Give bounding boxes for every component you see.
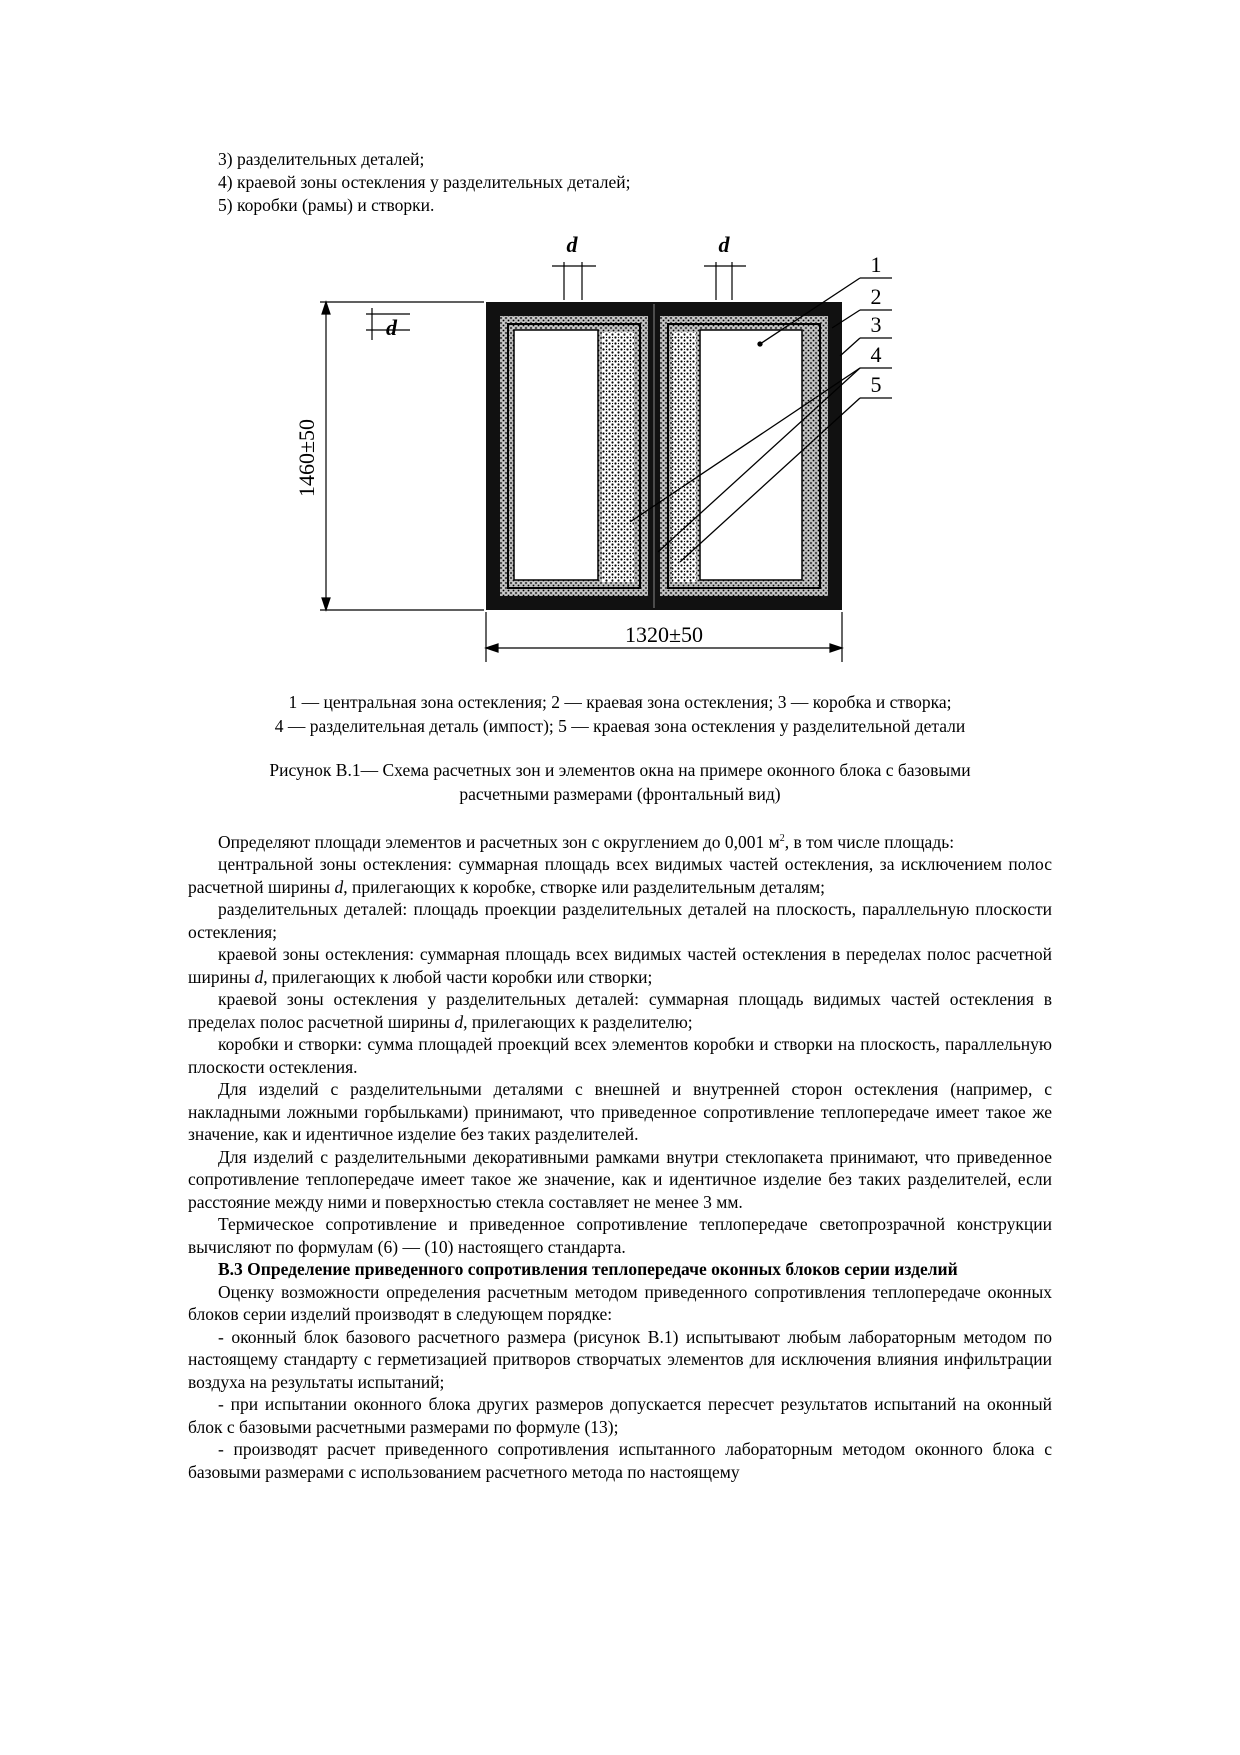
paragraph: Определяют площади элементов и расчетных зон с округлением до 0,001 $м^2$, в том числе площадь: xyxy=(218,831,955,852)
list-item: 3) разделительных деталей; xyxy=(218,149,425,169)
list-item: 5) коробки (рамы) и створки. xyxy=(218,195,435,215)
window-zones-diagram xyxy=(294,222,940,672)
paragraph: Термическое сопротивление и приведенное сопротивление теплопередаче светопрозрачной конструкции вычисляют по формулам (6) — (10) настоящего стандарта. xyxy=(188,1214,1052,1257)
paragraph: краевой зоны остекления: суммарная площадь всех видимых частей остекления в переделах полос расчетной ширины d, прилегающих к любой части коробки или створки; xyxy=(188,944,1052,987)
d-label-top-right: d xyxy=(718,232,730,257)
figure-legend xyxy=(188,690,1052,738)
d-label-top-left: d xyxy=(566,232,578,257)
callout-2: 2 xyxy=(870,284,882,309)
callout-3: 3 xyxy=(870,312,882,337)
callout-4: 4 xyxy=(870,342,882,367)
list-item: 4) краевой зоны остекления у разделительных деталей; xyxy=(218,172,631,192)
legend-line: 4 — разделительная деталь (импост); 5 — краевая зона остекления у разделительной детали xyxy=(274,716,966,736)
paragraph: коробки и створки: сумма площадей проекций всех элементов коробки и створки на плоскость, параллельную плоскости остекления. xyxy=(188,1034,1052,1077)
caption-line: Рисунок В.1— Схема расчетных зон и элементов окна на примере оконного блока с базовыми xyxy=(269,760,971,780)
body-text xyxy=(188,828,1052,1483)
paragraph: Для изделий с разделительными деталями с внешней и внутренней сторон остекления (например, с накладными ложными горбыльками) принимают, что приведенное сопротивление теплопередаче имеет такое же значение, как и идентичное изделие без таких разделителей. xyxy=(188,1079,1052,1145)
figure-caption xyxy=(188,758,1052,806)
paragraph: - оконный блок базового расчетного размера (рисунок В.1) испытывают любым лабораторным методом по настоящему стандарту с герметизацией притворов створчатых элементов для исключения влияния инфильтрации воздуха на результаты испытаний; xyxy=(188,1326,1052,1392)
left-impost-edge-zone xyxy=(602,332,634,582)
left-central-glazing xyxy=(514,330,598,580)
caption-line: расчетными размерами (фронтальный вид) xyxy=(459,784,781,804)
right-impost-edge-zone xyxy=(672,332,696,582)
paragraph: разделительных деталей: площадь проекции разделительных деталей на плоскость, параллельную плоскости остекления; xyxy=(188,899,1052,942)
zone-list xyxy=(218,148,631,217)
callout-1: 1 xyxy=(870,252,882,277)
height-dimension xyxy=(320,302,484,610)
section-heading: В.3 Определение приведенного сопротивления теплопередаче оконных блоков серии изделий xyxy=(218,1259,958,1280)
d-label-left: d xyxy=(386,315,397,340)
right-central-glazing xyxy=(700,330,802,580)
paragraph: Для изделий с разделительными декоративными рамками внутри стеклопакета принимают, что приведенное сопротивление теплопередаче имеет такое же значение, как и идентичное изделие без таких разделителей, если расстояние между ними и поверхностью стекла составляет не менее 3 мм. xyxy=(188,1146,1052,1212)
width-label: 1320±50 xyxy=(624,622,704,647)
top-d-marks xyxy=(552,262,746,300)
paragraph: Оценку возможности определения расчетным методом приведенного сопротивления теплопередаче оконных блоков серии изделий производят в следующем порядке: xyxy=(188,1281,1052,1325)
paragraph: краевой зоны остекления у разделительных деталей: суммарная площадь видимых частей остекления в пределах полос расчетной ширины d, прилегающих к разделителю; xyxy=(188,989,1052,1032)
height-label: 1460±50 xyxy=(294,418,319,498)
callout-5: 5 xyxy=(870,372,882,397)
legend-line: 1 — центральная зона остекления; 2 — краевая зона остекления; 3 — коробка и створка; xyxy=(288,692,952,712)
paragraph: центральной зоны остекления: суммарная площадь всех видимых частей остекления, за исключением полос расчетной ширины d, прилегающих к коробке, створке или разделительным деталям; xyxy=(188,854,1052,897)
paragraph: - производят расчет приведенного сопротивления испытанного лабораторным методом оконного блока с базовыми размерами с использованием расчетного метода по настоящему xyxy=(188,1439,1052,1482)
paragraph: - при испытании оконного блока других размеров допускается пересчет результатов испытаний на оконный блок с базовыми расчетными размерами по формуле (13); xyxy=(188,1394,1052,1437)
